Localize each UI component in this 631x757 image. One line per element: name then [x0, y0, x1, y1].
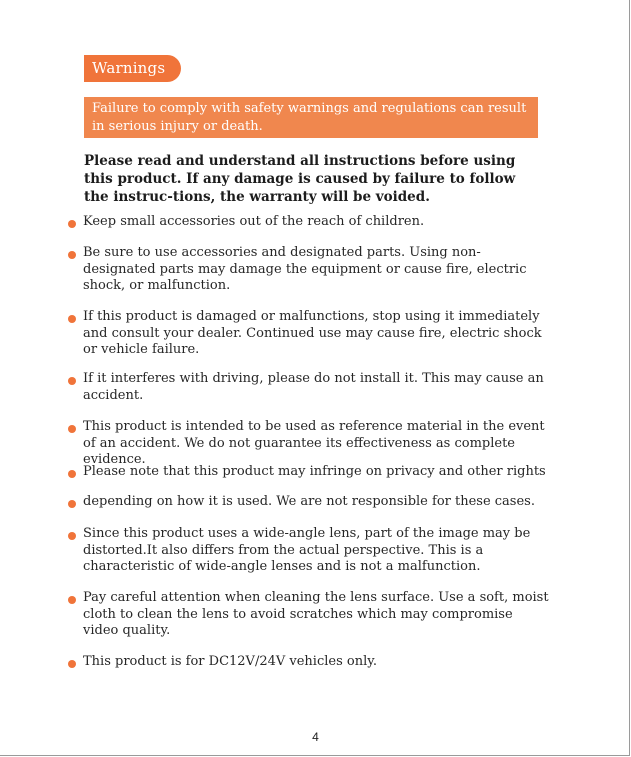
bullet-dot-icon	[68, 470, 76, 478]
list-item-text: This product is for DC12V/24V vehicles only.	[83, 654, 377, 669]
bullet-dot-icon	[68, 251, 76, 259]
warning-banner: Failure to comply with safety warnings and regulations can result in serious injury or death.	[84, 97, 538, 138]
list-item-text: Be sure to use accessories and designated parts. Using non-designated parts may damage the equipment or cause fire, electric shock, or malfunction.	[83, 245, 527, 293]
bullet-dot-icon	[68, 660, 76, 668]
list-item-text: depending on how it is used. We are not responsible for these cases.	[83, 494, 535, 509]
list-item-text: If it interferes with driving, please do not install it. This may cause an accident.	[83, 371, 544, 403]
bullet-dot-icon	[68, 315, 76, 323]
list-item-text: This product is intended to be used as reference material in the event of an accident. We do not guarantee its effectiveness as complete evidence.	[83, 419, 545, 467]
list-item-text: Pay careful attention when cleaning the lens surface. Use a soft, moist cloth to clean the lens to avoid scratches which may compromise video quality.	[83, 590, 549, 638]
warnings-heading-tab: Warnings	[84, 55, 181, 82]
intro-paragraph: Please read and understand all instructions before using this product. If any damage is caused by failure to follow the instruc-tions, the warranty will be voided.	[84, 153, 516, 205]
bullet-dot-icon	[68, 425, 76, 433]
page-number: 4	[312, 730, 319, 744]
list-item-text: Please note that this product may infringe on privacy and other rights	[83, 464, 546, 479]
list-item-text: Keep small accessories out of the reach of children.	[83, 214, 425, 229]
bullet-dot-icon	[68, 596, 76, 604]
list-item-text: If this product is damaged or malfunctions, stop using it immediately and consult your dealer. Continued use may cause fire, electric shock or vehicle failure.	[83, 309, 542, 357]
bullet-dot-icon	[68, 532, 76, 540]
bullet-dot-icon	[68, 500, 76, 508]
list-item-text: Since this product uses a wide-angle lens, part of the image may be distorted.It also differs from the actual perspective. This is a characteristic of wide-angle lenses and is not a malfunction.	[83, 526, 531, 574]
bullet-dot-icon	[68, 377, 76, 385]
bullet-dot-icon	[68, 220, 76, 228]
